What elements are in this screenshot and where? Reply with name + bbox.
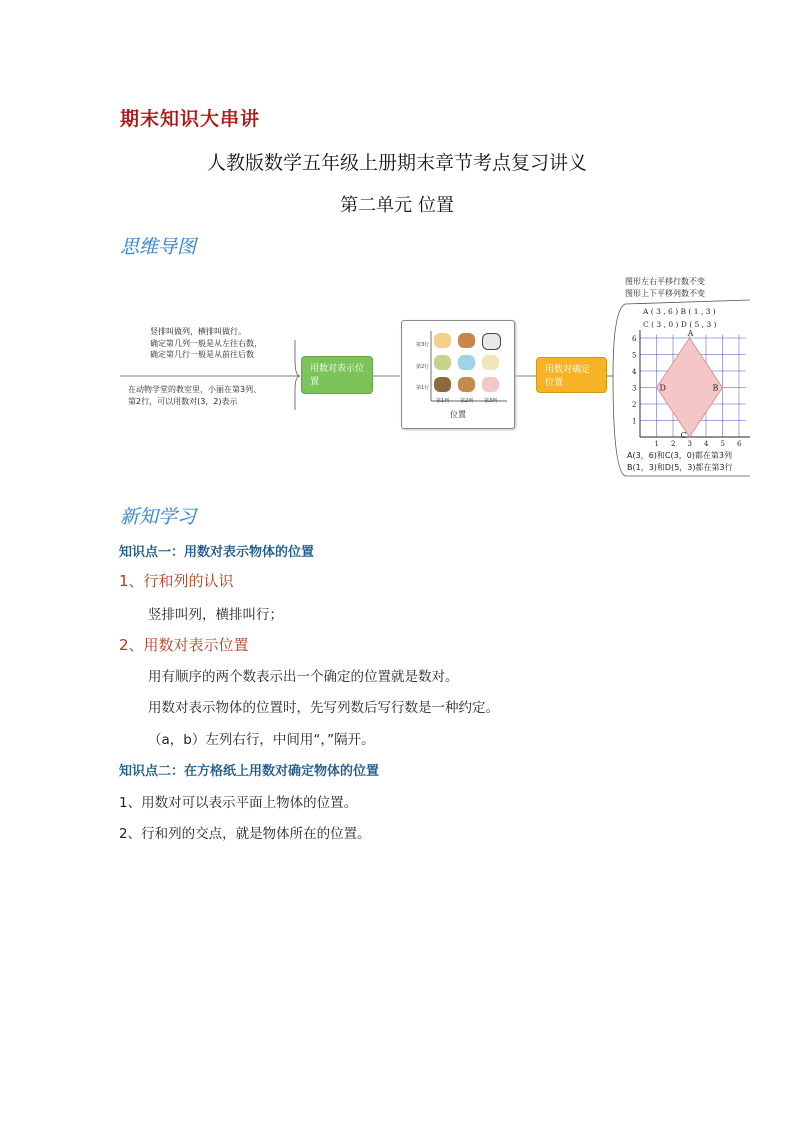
x-tick-label: 4 xyxy=(704,440,709,448)
animal-icon xyxy=(434,355,451,370)
col-label-1: 第1列 xyxy=(436,398,450,404)
section-number-pairs: 2、用数对表示位置 xyxy=(119,636,249,654)
animal-icon xyxy=(434,377,451,392)
animal-icon xyxy=(458,377,475,392)
y-tick-label: 6 xyxy=(632,335,637,343)
center-position-box xyxy=(401,320,515,429)
point-label: B xyxy=(712,383,719,393)
row-label-3: 第3行 xyxy=(416,342,430,348)
section-rows-columns: 1、行和列的认识 xyxy=(119,572,234,590)
animal-icon xyxy=(482,333,501,350)
banner-title: 期末知识大串讲 xyxy=(120,108,261,130)
y-tick-label: 1 xyxy=(632,417,637,426)
knowledge-point-1: 知识点一：用数对表示物体的位置 xyxy=(119,545,315,560)
node-determine-position: 用数对确定位置 xyxy=(536,357,607,393)
row-label-2: 第2行 xyxy=(416,364,430,370)
knowledge-point-2: 知识点二：在方格纸上用数对确定物体的位置 xyxy=(119,764,380,779)
paragraph-format: （a，b）左列右行，中间用“，”隔开。 xyxy=(148,732,375,748)
x-tick-label: 6 xyxy=(737,440,742,448)
paragraph-convention: 用数对表示物体的位置时，先写列数后写行数是一种约定。 xyxy=(148,700,499,716)
animal-icon xyxy=(434,333,451,348)
mindmap-heading: 思维导图 xyxy=(120,236,197,258)
center-label: 位置 xyxy=(450,410,466,419)
animal-icon xyxy=(458,355,475,370)
coords-line-2: C ( 3 , 0 ) D ( 5 , 3 ) xyxy=(643,320,717,329)
x-tick-label: 5 xyxy=(720,440,725,448)
mind-map xyxy=(120,270,760,480)
paragraph-intersection: 2、行和列的交点，就是物体所在的位置。 xyxy=(119,826,371,842)
y-tick-label: 4 xyxy=(632,368,637,376)
y-tick-label: 5 xyxy=(632,351,637,360)
col-label-3: 第3列 xyxy=(484,398,498,404)
left-note-rows-cols: 竖排叫做列，横排叫做行。 确定第几列一般是从左往右数， 确定第几行一般是从前往后数 xyxy=(150,327,262,359)
node-represent-position: 用数对表示位置 xyxy=(301,356,373,394)
x-tick-label: 1 xyxy=(654,440,659,448)
x-tick-label: 2 xyxy=(671,440,676,448)
animal-icon xyxy=(482,377,499,392)
paragraph-plane-position: 1、用数对可以表示平面上物体的位置。 xyxy=(119,795,358,811)
new-knowledge-heading: 新知学习 xyxy=(120,506,197,528)
x-tick-label: 3 xyxy=(687,440,692,448)
coords-line-1: A ( 3 , 6 ) B ( 1 , 3 ) xyxy=(643,307,716,316)
document-title: 人教版数学五年级上册期末章节考点复习讲义 xyxy=(206,152,587,174)
row-label-1: 第1行 xyxy=(416,385,430,391)
unit-title: 第二单元 位置 xyxy=(340,195,454,216)
paragraph-rows-columns: 竖排叫列，横排叫行； xyxy=(148,607,283,623)
point-label: A xyxy=(687,330,694,338)
left-note-example: 在动物学堂的教室里，小丽在第3列、 第2行，可以用数对(3，2)表示 xyxy=(128,385,262,406)
coordinate-grid xyxy=(620,330,750,452)
point-label: C xyxy=(680,431,687,440)
animal-icon xyxy=(482,355,499,370)
y-tick-label: 2 xyxy=(632,401,637,409)
animal-icon xyxy=(458,333,475,348)
point-label: D xyxy=(659,383,666,393)
grid-conclusion-notes: A(3，6)和C(3，0)都在第3列 B(1，3)和D(5，3)都在第3行 xyxy=(627,451,733,472)
y-tick-label: 3 xyxy=(632,384,637,393)
paragraph-number-pair-def: 用有顺序的两个数表示出一个确定的位置就是数对。 xyxy=(148,669,459,685)
translation-notes: 图形左右平移行数不变 图形上下平移列数不变 xyxy=(625,277,705,298)
col-label-2: 第2列 xyxy=(460,398,474,404)
